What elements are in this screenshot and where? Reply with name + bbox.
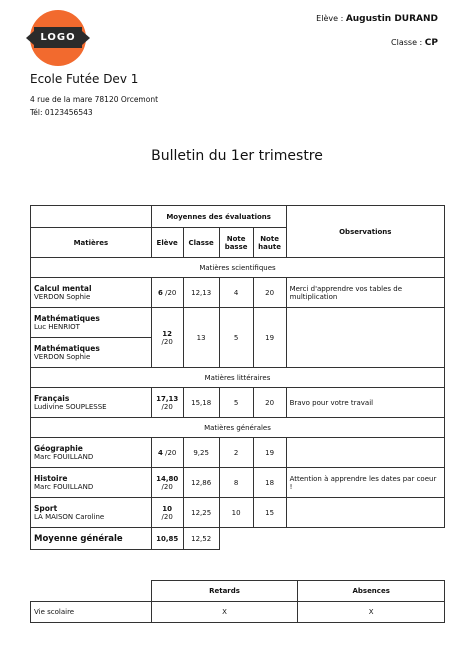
high-grade: 20 bbox=[253, 388, 286, 418]
class-average: 12,86 bbox=[183, 468, 219, 498]
logo-text: LOGO bbox=[34, 27, 82, 48]
class-average: 12,13 bbox=[183, 278, 219, 308]
school-address: 4 rue de la mare 78120 Orcemont bbox=[30, 95, 159, 104]
teacher-name: Marc FOUILLAND bbox=[34, 483, 94, 491]
teacher-name: VERDON Sophie bbox=[34, 353, 91, 361]
teacher-name: Ludivine SOUPLESSE bbox=[34, 403, 107, 411]
header-absences: Absences bbox=[298, 581, 445, 602]
student-grade: 14,80 /20 bbox=[151, 468, 183, 498]
header-high: Note haute bbox=[253, 228, 286, 258]
subject-cell bbox=[31, 278, 152, 308]
teacher-name: Luc HENRIOT bbox=[34, 323, 80, 331]
lates-value: X bbox=[151, 602, 298, 623]
subject-cell bbox=[31, 338, 152, 368]
student-grade: 10 /20 bbox=[151, 498, 183, 528]
observation: Bravo pour votre travail bbox=[286, 388, 444, 418]
student-info bbox=[316, 14, 438, 24]
subject-cell bbox=[31, 468, 152, 498]
empty-cell bbox=[286, 528, 444, 550]
average-class: 12,52 bbox=[183, 528, 219, 550]
school-phone: Tél: 0123456543 bbox=[30, 108, 93, 117]
subject-name: Français bbox=[34, 394, 70, 403]
header-student: Elève bbox=[151, 228, 183, 258]
subject-name: Sport bbox=[34, 504, 58, 513]
section-title: Matières générales bbox=[31, 418, 445, 438]
class-average: 12,25 bbox=[183, 498, 219, 528]
header-observations: Observations bbox=[286, 206, 444, 258]
grades-table bbox=[30, 205, 445, 550]
class-info bbox=[391, 38, 438, 48]
class-label: Classe : bbox=[391, 38, 423, 47]
observation: Merci d'apprendre vos tables de multiplication bbox=[286, 278, 444, 308]
subject-cell bbox=[31, 388, 152, 418]
subject-name: Calcul mental bbox=[34, 284, 92, 293]
attendance-label: Vie scolaire bbox=[31, 602, 152, 623]
header-empty bbox=[31, 206, 152, 228]
subject-cell bbox=[31, 438, 152, 468]
teacher-name: VERDON Sophie bbox=[34, 293, 91, 301]
low-grade: 5 bbox=[219, 308, 253, 368]
observation bbox=[286, 438, 444, 468]
student-grade: 12 /20 bbox=[151, 308, 183, 368]
school-logo bbox=[30, 10, 86, 66]
teacher-name: LA MAISON Caroline bbox=[34, 513, 105, 521]
header-low: Note basse bbox=[219, 228, 253, 258]
section-title: Matières scientifiques bbox=[31, 258, 445, 278]
low-grade: 8 bbox=[219, 468, 253, 498]
observation: Attention à apprendre les dates par coeur ! bbox=[286, 468, 444, 498]
subject-cell bbox=[31, 498, 152, 528]
observation bbox=[286, 498, 444, 528]
class-average: 15,18 bbox=[183, 388, 219, 418]
high-grade: 15 bbox=[253, 498, 286, 528]
high-grade: 19 bbox=[253, 308, 286, 368]
student-grade: 4 /20 bbox=[151, 438, 183, 468]
average-label: Moyenne générale bbox=[31, 528, 152, 550]
subject-cell bbox=[31, 308, 152, 338]
observation bbox=[286, 308, 444, 368]
teacher-name: Marc FOUILLAND bbox=[34, 453, 94, 461]
header-lates: Retards bbox=[151, 581, 298, 602]
subject-name: Mathématiques bbox=[34, 314, 100, 323]
average-student: 10,85 bbox=[151, 528, 183, 550]
low-grade: 2 bbox=[219, 438, 253, 468]
empty-cell bbox=[253, 528, 286, 550]
subject-name: Histoire bbox=[34, 474, 68, 483]
absences-value: X bbox=[298, 602, 445, 623]
subject-name: Mathématiques bbox=[34, 344, 100, 353]
empty-cell bbox=[31, 581, 152, 602]
header-subject: Matières bbox=[31, 228, 152, 258]
attendance-table bbox=[30, 580, 445, 623]
student-grade: 17,13 /20 bbox=[151, 388, 183, 418]
group-header: Moyennes des évaluations bbox=[151, 206, 286, 228]
header-class: Classe bbox=[183, 228, 219, 258]
low-grade: 5 bbox=[219, 388, 253, 418]
high-grade: 20 bbox=[253, 278, 286, 308]
section-title: Matières littéraires bbox=[31, 368, 445, 388]
empty-cell bbox=[219, 528, 253, 550]
subject-name: Géographie bbox=[34, 444, 83, 453]
school-name: Ecole Futée Dev 1 bbox=[30, 72, 139, 86]
low-grade: 10 bbox=[219, 498, 253, 528]
report-title: Bulletin du 1er trimestre bbox=[151, 148, 323, 164]
class-average: 13 bbox=[183, 308, 219, 368]
high-grade: 18 bbox=[253, 468, 286, 498]
student-name: Augustin DURAND bbox=[345, 14, 438, 24]
student-grade: 6 /20 bbox=[151, 278, 183, 308]
student-label: Elève : bbox=[316, 14, 344, 23]
low-grade: 4 bbox=[219, 278, 253, 308]
high-grade: 19 bbox=[253, 438, 286, 468]
class-average: 9,25 bbox=[183, 438, 219, 468]
class-value: CP bbox=[424, 38, 438, 48]
